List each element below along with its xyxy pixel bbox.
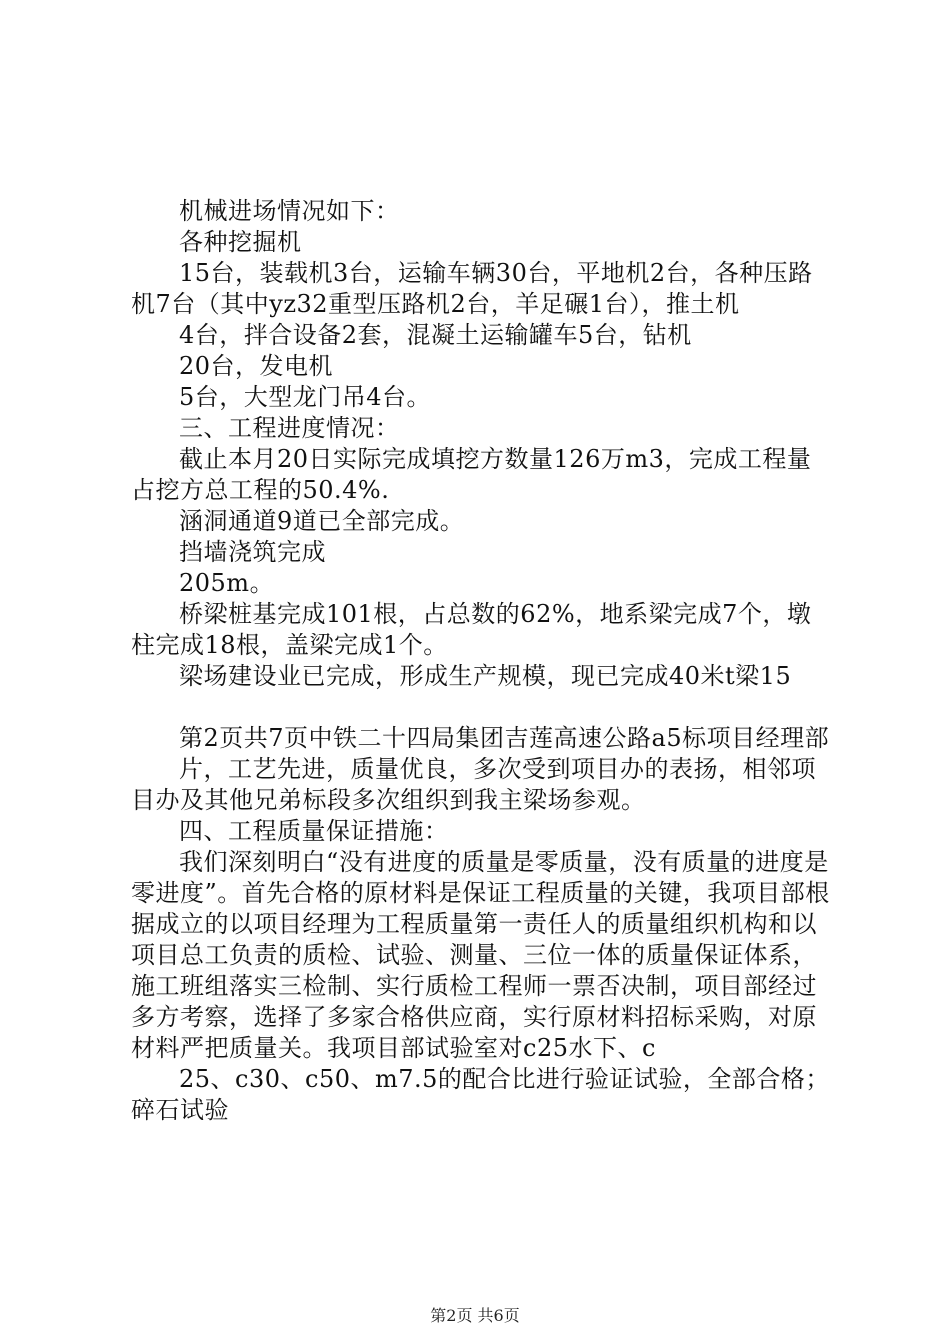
paragraph: 20台，发电机 (179, 352, 334, 380)
paragraph: 5台，大型龙门吊4台。 (179, 383, 432, 411)
section-heading: 四、工程质量保证措施： (179, 817, 449, 845)
paragraph: 梁场建设业已完成，形成生产规模，现已完成40米t梁15 (179, 662, 792, 690)
page-footer: 第2页 共6页 (430, 1306, 520, 1325)
paragraph: 片，工艺先进，质量优良，多次受到项目办的表扬，相邻项目办及其他兄弟标段多次组织到我主梁场参观。 (131, 755, 816, 814)
paragraph: 截止本月20日实际完成填挖方数量126万m3，完成工程量占挖方总工程的50.4%. (131, 445, 812, 504)
paragraph: 205m。 (179, 569, 275, 597)
paragraph: 15台，装载机3台，运输车辆30台，平地机2台，各种压路机7台（其中yz32重型压路机2台，羊足碾1台），推土机 (131, 259, 813, 318)
paragraph-gap (131, 692, 831, 723)
paragraph: 各种挖掘机 (179, 228, 302, 256)
document-body (131, 196, 831, 1126)
paragraph: 我们深刻明白“没有进度的质量是零质量，没有质量的进度是零进度”。首先合格的原材料是保证工程质量的关键，我项目部根据成立的以项目经理为工程质量第一责任人的质量组织机构和以项目总工负责的质检、试验、测量、三位一体的质量保证体系，施工班组落实三检制、实行质检工程师一票否决制，项目部经过多方考察，选择了多家合格供应商，实行原材料招标采购，对原材料严把质量关。我项目部试验室对c25水下、c (131, 848, 830, 1062)
paragraph: 25、c30、c50、m7.5的配合比进行验证试验，全部合格；碎石试验 (131, 1065, 830, 1124)
section-heading: 三、工程进度情况： (179, 414, 400, 442)
paragraph: 4台，拌合设备2套，混凝土运输罐车5台，钻机 (179, 321, 692, 349)
paragraph: 机械进场情况如下： (179, 197, 400, 225)
paragraph: 桥梁桩基完成101根，占总数的62%，地系梁完成7个，墩柱完成18根，盖梁完成1个。 (131, 600, 812, 659)
paragraph: 涵洞通道9道已全部完成。 (179, 507, 465, 535)
paragraph: 挡墙浇筑完成 (179, 538, 326, 566)
inline-page-header: 第2页共7页中铁二十四局集团吉莲高速公路a5标项目经理部 (179, 724, 830, 752)
